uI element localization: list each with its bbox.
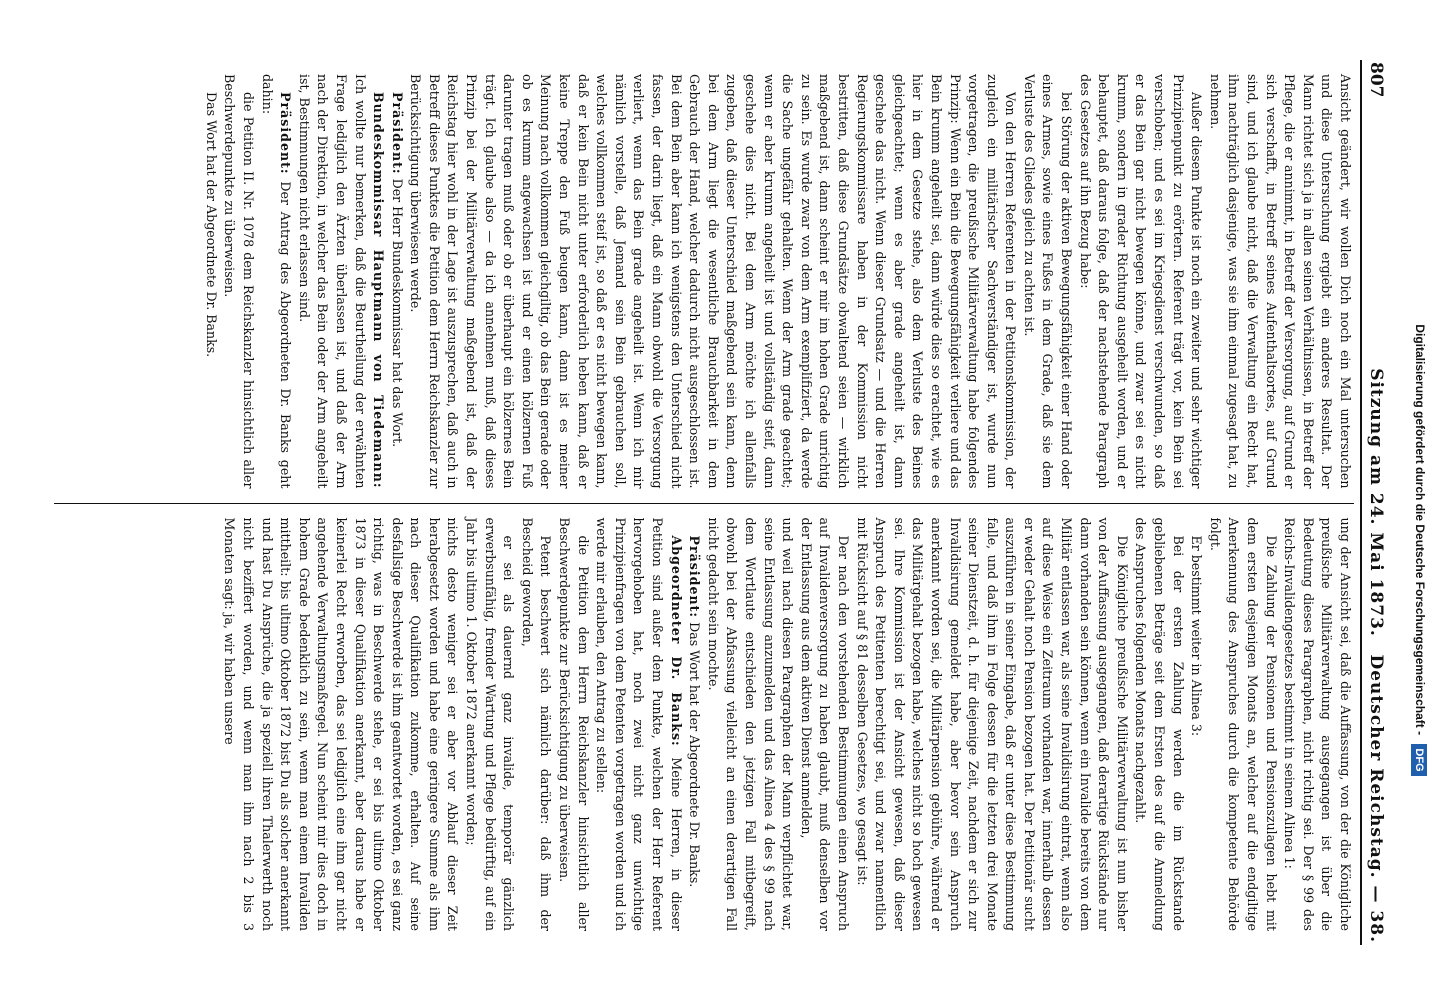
speech-text: Der Herr Bundeskommissar hat das Wort.: [389, 178, 405, 448]
paragraph: [294, 74, 387, 489]
paragraph: ung der Ansicht sei, daß die Auffassung, von der die Königliche preußische Militärverwaltung ausgegangen ist über die Bedeutung dieses Paragraphen, nicht richtig sei. Der § 99 des Reichs-Invalidengesetzes bestimmt in seinem Alinea 1:: [1282, 517, 1353, 931]
paragraph: Er bestimmt weiter in Alinea 3:: [1189, 535, 1205, 737]
paragraph: Außer diesem Punkte ist noch ein zweiter und sehr wichtiger Prinzipienpunkt zu erörtern. Referent trägt vor, kein Bein sei verschoben; und es sei im Kriegsdienst verschwunden, so daß er das Bein gar nicht bewegen könne, und zwar sei es nicht krumm, sondern in grader Richtung ausgeheilt worden, und er behauptet, daß daraus folge, daß der nachstehende Paragraph des Gesetzes auf ihn Bezug habe:: [1077, 74, 1205, 489]
paragraph: die Petition dem Herrn Reichskanzler hinsichtlich aller Beschwerdepunkte zur Berücksichtigung zu überweisen.: [557, 517, 591, 931]
paragraph: Petent beschwert sich nämlich darüber: daß ihm der Bescheid geworden,: [519, 517, 554, 931]
speech-text: Meine Herren, in dieser Petition sind außer dem Punkte, welchen der Herr Referent hervorgehoben hat, noch zwei nicht ganz unwichtige Prinzipienfragen von dem Petenten vorgetragen worden und ich werde mir erlauben, den Antrag zu stellen:: [594, 517, 684, 931]
paragraph: er sei als dauernd ganz invalide, temporär gänzlich erwerbsunfähig, fremder Wartung und Pflege bedürftig, auf ein Jahr bis ultimo 1. Oktober 1872 anerkannt worden;: [464, 517, 517, 931]
speaker-label: Präsident:: [389, 92, 405, 175]
paragraph: [257, 74, 294, 489]
speech-text: Ich wollte nur bemerken, daß die Beurtheilung der erwähnten Frage lediglich den Ärzten überlassen ist, und daß der Arm nach der Direktion, in welcher das Bein oder der Arm angeheilt ist, Bestimmungen nicht erlassen sind.: [296, 74, 368, 489]
dfg-logo: DFG: [1411, 744, 1427, 775]
text-columns: [54, 60, 1354, 945]
paragraph: [685, 518, 704, 932]
paragraph: Die Zahlung der Pensionen und Pensionszulagen hebt mit dem ersten desjenigen Monats an, welcher auf die endgiltige Anerkennung des Anspruches durch die kompetente Behörde folgt.: [1207, 517, 1279, 931]
speaker-label: Präsident:: [687, 535, 703, 619]
paragraph: Das Wort hat der Abgeordnete Dr. Banks.: [203, 92, 219, 358]
paragraph: Die Königliche preußische Militärverwaltung ist nun bisher von der Auffassung ausgegangen, daß derartige Rückstände nur dann vorhanden sein können, wenn ein Invalide bereits von dem Militär entlassen war, als seine Invalidisirung eintrat, wenn also auf diese Weise ein Zeitraum vorhanden war, innerhalb dessen er weder Gehalt noch Pension bezogen hat. Der Petitionär sucht auszuführen in seiner Eingabe, daß er unter diese Bestimmung falle, und daß ihm in Folge dessen für die letzten drei Monate seiner Dienstzeit, d. h. für diejenige Zeit, nachdem er sich zur Invalidisirung gemeldet habe, aber bevor sein Anspruch anerkannt worden sei, die Militärpension gebühre, während er das Militärgehalt bezogen habe, welches nicht so hoch gewesen sei. Ihre Kommission ist der Ansicht gewesen, daß dieser Anspruch des Petitenten berechtigt sei, und zwar namentlich mit Rücksicht auf § 81 desselben Gesetzes, wo gesagt ist:: [854, 517, 1130, 931]
speech-text: Der Antrag des Abgeordneten Dr. Banks geht dahin:: [259, 74, 294, 489]
left-column: [54, 60, 1354, 503]
dfg-funding-note: [1408, 100, 1432, 1000]
paragraph: [387, 74, 406, 489]
session-title: Sitzung am 24. Mai 1873.: [1366, 368, 1386, 637]
speaker-label: Bundeskommissar Hauptmann von Tiedemann:: [371, 92, 387, 489]
speaker-label: Präsident:: [278, 92, 294, 175]
paragraph: und weil nach diesen Paragraphen der Mann verpflichtet war, seine Entlassung anzumelden und das Alinea 4 des § 99 nach dem Wortlaute entschieden den jetzigen Fall mitbegreift, obwohl bei der Abfassung vielleicht an einen derartigen Fall nicht gedacht sein mochte.: [705, 517, 796, 931]
paragraph: Von den Herren Referenten in der Petitionskommission, der zugleich ein militärischer Sachverständiger ist, wurde nun vorgetragen, die preußische Militärverwaltung habe folgendes Prinzip: Wenn ein Bein die Bewegungsfähigkeit verliere und das Bein krumm angeheilt sei, dann würde dies so erachtet, wie es hier in dem Gesetze stehe, also dem Verluste des Beines gleichgeachtet; wenn es aber grade angeheilt ist, dann geschehe das nicht. Wenn dieser Grundsatz — und die Herren Regierungskommissare haben in der Kommission nicht bestritten, daß diese Grundsätze obwaltend seien — wirklich maßgebend ist, dann scheint er mir im hohen Grade unrichtig zu sein. Es wurde zwar von dem Arm exemplifiziert, da werde die Sache ungefähr gehalten. Wenn der Arm grade geachtet; wenn er aber krumm angeheilt ist und vollständig steif, dann geschehe dies nicht. Bei dem Arm möchte ich allenfalls zugeben, daß dieser Unterschied maßgebend sein kann, denn bei dem Arm liegt die wesentliche Brauchbarkeit in dem Gebrauch der Hand, welcher dadurch nicht ausgeschlossen ist. Bei dem Bein aber kann ich wenigstens den Unterschied nicht fassen, der darin liegt, daß ein Mann obwohl die Versorgung verliert, wenn das Bein grade angeheilt ist. Wenn ich mir nämlich vorstelle, daß Jemand sein Bein gebrauchen soll, welches vollkommen steif ist, so daß er es nicht bewegen kann, daß er kein Bein nicht unter erforderlich heben kann, daß er keine Treppe den Fuß beugen kann, dann ist es meiner Meinung nach vollkommen gleichgiltig, ob das Bein gerade oder ob es krumm angewachsen ist und er einen hölzernen Fuß darunter tragen muß oder ob er überhaupt ein hölzernes Bein trägt. Ich glaube also — da ich annehmen muß, daß dieses Prinzip bei der Militärverwaltung maßgebend ist, daß der Reichstag hier wohl in der Lage ist auszusprechen, daß auch in Betreff dieses Punktes die Petition dem Herrn Reichskanzler zur Berücksichtigung überwiesen werde.: [408, 74, 1019, 489]
speaker-label: Abgeordneter Dr. Banks:: [668, 535, 684, 747]
paragraph: [592, 518, 685, 932]
paragraph: die Petition II. Nr. 1078 dem Reichskanzler hinsichtlich aller Beschwerdepunkte zu überweisen.: [222, 74, 256, 489]
paragraph: bei Störung der aktiven Bewegungsfähigkeit einer Hand oder eines Armes, sowie eines Fußes in dem Grade, daß sie dem Verluste des Gliedes gleich zu achten ist.: [1021, 74, 1075, 489]
paragraph: Ansicht geändert, wir wollen Dich noch ein Mal untersuchen und diese Untersuchung ergiebt ein anderes Resultat. Der Mann richtet sich ja in allen seinen Verhältnissen, in Betreff der Pflege, die er annimmt, in Betreff der Versorgung, auf Grund er sich verschafft, in Betreff seines Aufenthaltsortes, auf Grund sind, und ich glaube nicht, daß die Verwaltung ein Recht hat, ihm nachträglich dasjenige, was sie ihm einmal zugesagt hat, zu nehmen.: [1207, 74, 1353, 489]
paragraph: Der nach den vorstehenden Bestimmungen einen Anspruch auf Invalidenversorgung zu haben glaubt, muß denselben vor der Entlassung aus dem aktiven Dienst anmelden,: [798, 517, 851, 931]
funding-text: Digitalisierung gefördert durch die Deutsche Forschungsgemeinschaft -: [1413, 324, 1427, 736]
page-number: 807: [1366, 62, 1386, 98]
speech-text: Das Wort hat der Abgeordnete Dr. Banks.: [687, 622, 703, 888]
page-header: [1360, 60, 1392, 945]
right-column: [54, 503, 1354, 946]
newspaper-title: Deutscher Reichstag. — 38.: [1366, 654, 1386, 943]
paragraph: Bei der ersten Zahlung werden die im Rückstande gebliebenen Beträge seit dem Ersten des auf die Anmeldung des Anspruches folgenden Monats nachgezahlt.: [1133, 517, 1186, 931]
paragraph: nichts desto weniger sei er aber vor Ablauf dieser Zeit herabgesetzt worden und habe eine geringere Summe als ihm nach dieser Qualifikation zukomme, erhalten. Auf seine desfallsige Beschwerde ist ihm geantwortet worden, es sei ganz richtig, was in Beschwerde stehe, er sei bis ultimo Oktober 1873 in dieser Qualifikation anerkannt, aber daraus habe er keinerlei Recht erworben, das sei lediglich eine ihm gar nicht angehende Verwaltungsmaßregel. Nun scheint mir dies doch in hohem Grade bedenklich zu sein, wenn man einem Invaliden mittheilt: bis ultimo Oktober 1872 bist Du als solcher anerkannt und hast Du Ansprüche, die ja speziell ihren Thalerwerth noch nicht beziffert worden, und wenn man ihm nach 2 bis 3 Monaten sagt: ja, wir haben unsere: [222, 517, 461, 931]
